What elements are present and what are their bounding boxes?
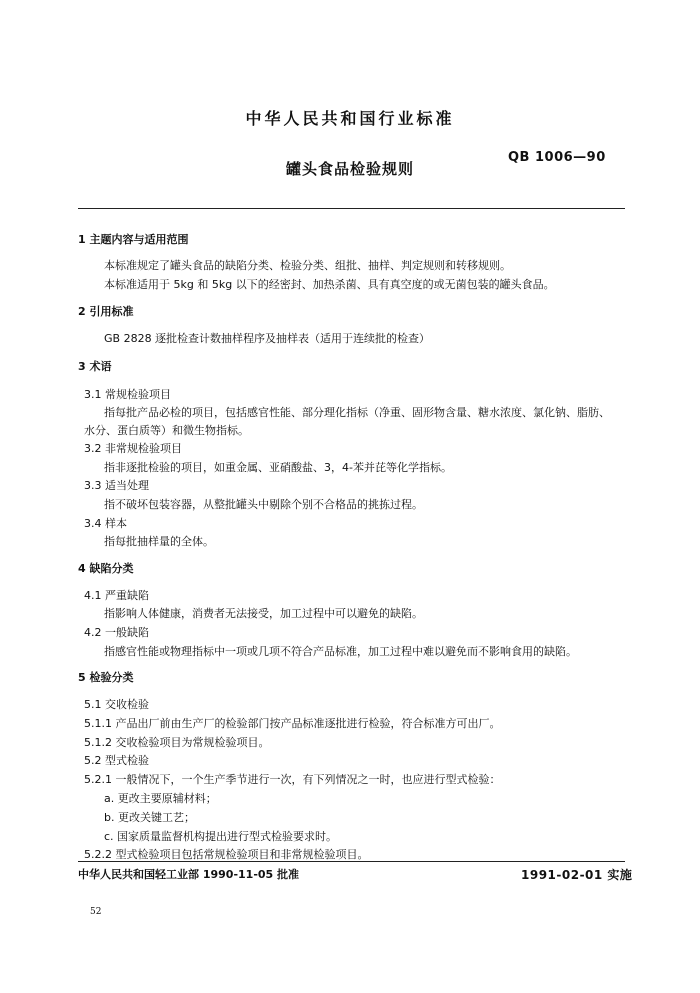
section-5-2-1: 5.2.1 一般情况下，一个生产季节进行一次，有下列情况之一时，也应进行型式检验： [84,773,501,786]
section-4-2-title: 4.2 一般缺陷 [84,626,149,639]
section-3-4-paragraph-1: 指每批抽样量的全体。 [104,535,214,548]
list-item-a: a. 更改主要原辅材料； [104,792,217,805]
section-5-1-1: 5.1.1 产品出厂前由生产厂的检验部门按产品标准逐批进行检验，符合标准方可出厂。 [84,717,501,730]
page-number: 52 [90,907,102,917]
section-5-2-2: 5.2.2 型式检验项目包括常规检验项目和非常规检验项目。 [84,848,369,861]
section-3-3-title: 3.3 适当处理 [84,479,149,492]
section-2-heading: 2 引用标准 [78,305,134,318]
list-item-c: c. 国家质量监督机构提出进行型式检验要求时。 [104,830,338,843]
section-3-4-title: 3.4 样本 [84,517,127,530]
section-5-heading: 5 检验分类 [78,671,134,684]
section-3-3-paragraph-1: 指不破坏包装容器，从整批罐头中剔除个别不合格品的挑拣过程。 [104,498,423,511]
document-title: 罐头食品检验规则 [285,160,414,178]
section-3-1-paragraph-2: 水分、蛋白质等）和微生物指标。 [84,424,249,437]
section-2-paragraph-1: GB 2828 逐批检查计数抽样程序及抽样表（适用于连续批的检查） [104,332,431,345]
section-5-1-2: 5.1.2 交收检验项目为常规检验项目。 [84,736,270,749]
section-4-heading: 4 缺陷分类 [78,562,134,575]
top-divider [78,208,625,209]
approval-date: 中华人民共和国轻工业部 1990-11-05 批准 [78,868,300,881]
section-3-heading: 3 术语 [78,360,112,373]
section-3-2-title: 3.2 非常规检验项目 [84,442,182,455]
section-5-1-title: 5.1 交收检验 [84,698,149,711]
section-3-1-paragraph-1: 指每批产品必检的项目，包括感官性能、部分理化指标（净重、固形物含量、糖水浓度、氯化钠、脂肪、 [104,406,610,419]
bottom-divider [78,861,625,862]
section-4-1-title: 4.1 严重缺陷 [84,589,149,602]
list-item-b: b. 更改关键工艺； [104,811,195,824]
implementation-date: 1991-02-01 实施 [521,868,633,882]
section-4-2-paragraph-1: 指感官性能或物理指标中一项或几项不符合产品标准，加工过程中难以避免而不影响食用的缺陷。 [104,645,577,658]
standard-code: QB 1006—90 [508,150,606,165]
section-3-2-paragraph-1: 指非逐批检验的项目，如重金属、亚硝酸盐、3，4-苯并芘等化学指标。 [104,461,452,474]
section-5-2-title: 5.2 型式检验 [84,754,149,767]
section-1-heading: 1 主题内容与适用范围 [78,233,189,246]
section-3-1-title: 3.1 常规检验项目 [84,388,171,401]
section-1-paragraph-2: 本标准适用于 5kg 和 5kg 以下的经密封、加热杀菌、具有真空度的或无菌包装的罐头食品。 [104,278,555,291]
section-1-paragraph-1: 本标准规定了罐头食品的缺陷分类、检验分类、组批、抽样、判定规则和转移规则。 [104,259,511,272]
section-4-1-paragraph-1: 指影响人体健康，消费者无法接受，加工过程中可以避免的缺陷。 [104,607,423,620]
standard-category-header: 中华人民共和国行业标准 [245,109,455,128]
